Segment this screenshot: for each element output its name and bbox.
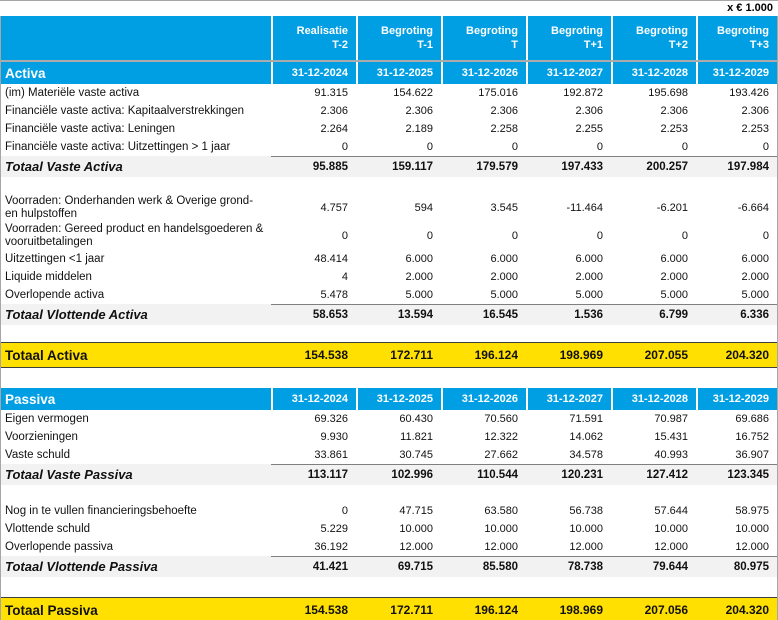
column-type-label: Realisatie — [296, 25, 348, 37]
value-cell[interactable]: 120.231 — [526, 464, 611, 485]
value-cell[interactable]: 159.117 — [356, 156, 441, 177]
value-cell[interactable]: 0 — [426, 141, 433, 153]
value-cell[interactable]: 5.000 — [575, 289, 603, 301]
value-cell[interactable]: 5.000 — [660, 289, 688, 301]
value-cell[interactable]: 95.885 — [271, 156, 356, 177]
value-cell[interactable]: 0 — [596, 141, 603, 153]
row-totaal-vlottende-passiva — [1, 556, 777, 577]
value-cell — [696, 485, 777, 502]
value-cell[interactable]: 154.622 — [393, 87, 433, 99]
value-cell[interactable]: 127.412 — [611, 464, 696, 485]
column-type-label: Begroting — [466, 25, 518, 37]
column-type-label: Begroting — [636, 25, 688, 37]
value-cell[interactable]: 14.062 — [569, 431, 603, 443]
value-cell — [356, 177, 441, 194]
value-cell — [526, 325, 611, 342]
value-cell[interactable]: 154.538 — [304, 348, 348, 362]
row-voorraden-onderhanden-werk-overige-grond-en-hulpstoffen — [1, 194, 777, 222]
spacer-row — [1, 325, 777, 342]
row-eigen-vermogen — [1, 410, 777, 428]
value-cell — [271, 325, 356, 342]
value-cell[interactable]: 78.738 — [526, 556, 611, 577]
value-cell[interactable]: 102.996 — [356, 464, 441, 485]
column-period-label: T-2 — [332, 39, 348, 51]
row-label[interactable]: Financiële vaste activa: Kapitaalverstrekkingen — [5, 104, 245, 117]
value-cell[interactable]: 6.000 — [490, 253, 518, 265]
value-cell[interactable]: 56.738 — [569, 505, 603, 517]
value-cell[interactable]: 91.315 — [314, 87, 348, 99]
value-cell[interactable]: 172.711 — [390, 603, 433, 617]
value-cell — [696, 577, 777, 597]
section-header-passiva — [1, 388, 777, 410]
value-cell[interactable]: 0 — [681, 141, 688, 153]
column-header-cell-t1[interactable] — [526, 16, 611, 60]
value-cell[interactable]: 10.000 — [399, 523, 433, 535]
row-uitzettingen-1-jaar — [1, 250, 777, 268]
value-cell[interactable]: 60.430 — [399, 413, 433, 425]
value-cell[interactable]: 63.580 — [484, 505, 518, 517]
value-cell[interactable]: 198.969 — [559, 603, 603, 617]
row-voorraden-gereed-product-en-handelsgoederen-vooruitbetalingen — [1, 222, 777, 250]
column-header-cell-t-1[interactable] — [356, 16, 441, 60]
row-vlottende-schuld — [1, 520, 777, 538]
value-cell[interactable]: 58.975 — [735, 505, 769, 517]
value-cell[interactable]: 2.264 — [320, 123, 348, 135]
value-cell[interactable]: 196.124 — [474, 348, 518, 362]
column-period-label: T — [511, 39, 518, 51]
row-label — [1, 368, 271, 388]
unit-label: x € 1.000 — [727, 2, 773, 14]
value-cell[interactable]: -6.664 — [737, 202, 769, 214]
row-label[interactable]: Financiële vaste activa: Uitzettingen > 1 jaar — [5, 140, 231, 153]
value-cell[interactable]: 10.000 — [569, 523, 603, 535]
date-header-cell[interactable]: 31-12-2024 — [271, 388, 356, 410]
section-title[interactable]: Passiva — [5, 391, 56, 407]
row-label[interactable]: Totaal Vlottende Activa — [5, 307, 148, 322]
value-cell[interactable]: 196.124 — [474, 603, 518, 617]
row-label[interactable]: Totaal Activa — [5, 347, 88, 363]
row-label[interactable]: Overlopende activa — [5, 288, 105, 301]
value-cell[interactable]: 2.000 — [490, 271, 518, 283]
value-cell[interactable]: 10.000 — [735, 523, 769, 535]
row-label[interactable]: Voorraden: Gereed product en handelsgoederen & vooruitbetalingen — [5, 223, 264, 248]
value-cell[interactable]: 5.229 — [320, 523, 348, 535]
value-cell — [441, 368, 526, 388]
value-cell[interactable]: 2.306 — [741, 105, 769, 117]
value-cell[interactable]: 193.426 — [729, 87, 769, 99]
value-cell[interactable]: 0 — [341, 505, 348, 517]
value-cell[interactable]: 123.345 — [696, 464, 777, 485]
value-cell[interactable]: 2.306 — [490, 105, 518, 117]
row-totaal-vlottende-activa — [1, 304, 777, 325]
value-cell — [611, 577, 696, 597]
value-cell[interactable]: 2.253 — [660, 123, 688, 135]
value-cell — [526, 177, 611, 194]
row-label[interactable]: Totaal Passiva — [5, 602, 98, 618]
column-header-cell-t2[interactable] — [611, 16, 696, 60]
value-cell[interactable]: 2.258 — [490, 123, 518, 135]
value-cell[interactable]: 2.189 — [405, 123, 433, 135]
date-header-cell[interactable]: 31-12-2028 — [611, 388, 696, 410]
value-cell[interactable]: 12.000 — [654, 541, 688, 553]
value-cell[interactable]: 16.545 — [441, 304, 526, 325]
date-header-cell[interactable]: 31-12-2027 — [526, 62, 611, 84]
value-cell[interactable]: 2.253 — [741, 123, 769, 135]
row-label — [1, 325, 271, 342]
value-cell[interactable]: 0 — [596, 230, 603, 242]
value-cell[interactable]: 79.644 — [611, 556, 696, 577]
column-header-cell-t3[interactable] — [696, 16, 777, 60]
value-cell[interactable]: 30.745 — [399, 449, 433, 461]
value-cell — [696, 368, 777, 388]
value-cell[interactable]: 70.560 — [484, 413, 518, 425]
value-cell[interactable]: 113.117 — [271, 464, 356, 485]
value-cell — [441, 177, 526, 194]
value-cell[interactable]: 11.821 — [400, 431, 433, 443]
value-cell[interactable]: -6.201 — [656, 202, 688, 214]
value-cell[interactable]: 57.644 — [654, 505, 688, 517]
row-im-materi-le-vaste-activa — [1, 84, 777, 102]
value-cell — [356, 485, 441, 502]
value-cell[interactable]: 2.306 — [320, 105, 348, 117]
value-cell[interactable]: 16.752 — [735, 431, 769, 443]
value-cell — [441, 577, 526, 597]
column-header-spacer-cell[interactable] — [1, 16, 271, 60]
row-overlopende-passiva — [1, 538, 777, 556]
value-cell[interactable]: 172.711 — [390, 348, 433, 362]
value-cell — [696, 177, 777, 194]
spacer-row — [1, 577, 777, 597]
value-cell[interactable]: 36.192 — [314, 541, 348, 553]
value-cell[interactable]: 207.055 — [644, 348, 688, 362]
value-cell[interactable]: 9.930 — [320, 431, 348, 443]
value-cell[interactable]: 2.255 — [575, 123, 603, 135]
date-header-cell[interactable]: 31-12-2029 — [696, 62, 777, 84]
value-cell[interactable]: 69.715 — [356, 556, 441, 577]
value-cell[interactable]: 0 — [762, 141, 769, 153]
value-cell[interactable]: 27.662 — [484, 449, 518, 461]
date-header-cell[interactable]: 31-12-2026 — [441, 62, 526, 84]
value-cell — [356, 325, 441, 342]
date-header-cell[interactable]: 31-12-2025 — [356, 62, 441, 84]
value-cell[interactable]: 33.861 — [314, 449, 348, 461]
date-header-cell[interactable]: 31-12-2024 — [271, 62, 356, 84]
column-header-cell-t[interactable] — [441, 16, 526, 60]
value-cell[interactable]: 70.987 — [654, 413, 688, 425]
value-cell[interactable]: 40.993 — [654, 449, 688, 461]
value-cell[interactable]: 0 — [681, 230, 688, 242]
value-cell[interactable]: 4 — [341, 271, 348, 283]
row-label — [1, 485, 271, 502]
value-cell — [611, 368, 696, 388]
value-cell[interactable]: 594 — [414, 202, 433, 214]
date-header-cell[interactable]: 31-12-2027 — [526, 388, 611, 410]
value-cell[interactable]: 10.000 — [484, 523, 518, 535]
section-title[interactable]: Activa — [5, 65, 46, 81]
row-label[interactable]: Vaste schuld — [5, 448, 70, 461]
value-cell[interactable]: 198.969 — [559, 348, 603, 362]
value-cell[interactable]: 13.594 — [356, 304, 441, 325]
value-cell[interactable]: 6.336 — [696, 304, 777, 325]
value-cell[interactable]: 192.872 — [563, 87, 603, 99]
value-cell[interactable]: 179.579 — [441, 156, 526, 177]
value-cell[interactable]: 1.536 — [526, 304, 611, 325]
row-label[interactable]: Totaal Vaste Activa — [5, 159, 123, 174]
value-cell[interactable]: 204.320 — [725, 348, 769, 362]
value-cell[interactable]: 41.421 — [271, 556, 356, 577]
row-label[interactable]: Financiële vaste activa: Leningen — [5, 122, 176, 135]
value-cell — [611, 177, 696, 194]
value-cell[interactable]: 0 — [341, 141, 348, 153]
value-cell[interactable]: 12.000 — [399, 541, 433, 553]
value-cell[interactable]: 110.544 — [441, 464, 526, 485]
value-cell[interactable]: 0 — [426, 230, 433, 242]
row-label[interactable]: Nog in te vullen financieringsbehoefte — [5, 504, 197, 517]
value-cell[interactable]: 5.000 — [490, 289, 518, 301]
value-cell[interactable]: 69.326 — [314, 413, 348, 425]
value-cell — [356, 577, 441, 597]
row-liquide-middelen — [1, 268, 777, 286]
value-cell[interactable]: 0 — [341, 230, 348, 242]
value-cell[interactable]: 175.016 — [478, 87, 518, 99]
column-period-label: T+3 — [749, 39, 769, 51]
value-cell[interactable]: 69.686 — [735, 413, 769, 425]
value-cell — [271, 577, 356, 597]
row-label[interactable]: Voorzieningen — [5, 430, 78, 443]
value-cell — [526, 368, 611, 388]
value-cell[interactable]: 154.538 — [304, 603, 348, 617]
value-cell[interactable]: 0 — [511, 230, 518, 242]
row-label[interactable]: (im) Materiële vaste activa — [5, 86, 140, 99]
row-label — [1, 177, 271, 194]
value-cell[interactable]: 4.757 — [320, 202, 348, 214]
value-cell[interactable]: 0 — [511, 141, 518, 153]
date-header-cell[interactable]: 31-12-2025 — [356, 388, 441, 410]
value-cell[interactable]: 6.000 — [660, 253, 688, 265]
row-vaste-schuld — [1, 446, 777, 464]
value-cell[interactable]: 197.433 — [526, 156, 611, 177]
row-totaal-vaste-activa — [1, 156, 777, 177]
value-cell[interactable]: 5.000 — [405, 289, 433, 301]
date-header-cell[interactable]: 31-12-2026 — [441, 388, 526, 410]
value-cell — [271, 368, 356, 388]
value-cell[interactable]: 6.000 — [741, 253, 769, 265]
value-cell — [526, 577, 611, 597]
row-financi-le-vaste-activa-leningen — [1, 120, 777, 138]
value-cell[interactable]: 197.984 — [696, 156, 777, 177]
row-totaal-vaste-passiva — [1, 464, 777, 485]
value-cell[interactable]: 207.056 — [644, 603, 688, 617]
value-cell[interactable]: 2.000 — [741, 271, 769, 283]
spacer-row — [1, 368, 777, 388]
value-cell — [526, 485, 611, 502]
value-cell — [271, 485, 356, 502]
value-cell — [271, 177, 356, 194]
value-cell[interactable]: 71.591 — [569, 413, 603, 425]
row-label[interactable]: Totaal Vlottende Passiva — [5, 559, 158, 574]
value-cell[interactable]: 12.000 — [484, 541, 518, 553]
value-cell[interactable]: 12.000 — [735, 541, 769, 553]
value-cell[interactable]: 47.715 — [399, 505, 433, 517]
value-cell — [611, 325, 696, 342]
spacer-row — [1, 177, 777, 194]
value-cell[interactable]: 6.000 — [575, 253, 603, 265]
section-header-activa — [1, 62, 777, 84]
column-type-label: Begroting — [381, 25, 433, 37]
value-cell[interactable]: 5.000 — [741, 289, 769, 301]
value-cell[interactable]: 12.322 — [484, 431, 518, 443]
value-cell[interactable]: 12.000 — [569, 541, 603, 553]
value-cell[interactable]: 2.306 — [575, 105, 603, 117]
spacer-row — [1, 485, 777, 502]
row-label[interactable]: Voorraden: Onderhanden werk & Overige grond- en hulpstoffen — [5, 195, 254, 220]
value-cell[interactable]: 3.545 — [490, 202, 518, 214]
column-period-label: T+1 — [583, 39, 603, 51]
date-header-cell[interactable]: 31-12-2029 — [696, 388, 777, 410]
value-cell[interactable]: 80.975 — [696, 556, 777, 577]
column-header-cell-t-2[interactable] — [271, 16, 356, 60]
value-cell[interactable]: 85.580 — [441, 556, 526, 577]
value-cell — [441, 485, 526, 502]
passiva-rows — [1, 410, 777, 620]
value-cell — [611, 485, 696, 502]
column-period-label: T+2 — [668, 39, 688, 51]
value-cell[interactable]: 34.578 — [569, 449, 603, 461]
date-header-cell[interactable]: 31-12-2028 — [611, 62, 696, 84]
activa-rows — [1, 84, 777, 388]
row-label[interactable]: Totaal Vaste Passiva — [5, 467, 133, 482]
value-cell[interactable]: 2.000 — [660, 271, 688, 283]
column-header-row — [1, 16, 777, 62]
row-label[interactable]: Uitzettingen <1 jaar — [5, 252, 105, 265]
value-cell — [696, 325, 777, 342]
row-totaal-activa — [1, 342, 777, 368]
row-financi-le-vaste-activa-uitzettingen-1-jaar — [1, 138, 777, 156]
value-cell[interactable]: 15.431 — [654, 431, 688, 443]
row-totaal-passiva — [1, 597, 777, 620]
value-cell[interactable]: 5.478 — [320, 289, 348, 301]
column-type-label: Begroting — [551, 25, 603, 37]
row-nog-in-te-vullen-financieringsbehoefte — [1, 502, 777, 520]
value-cell[interactable]: -11.464 — [566, 202, 603, 214]
value-cell[interactable]: 2.306 — [405, 105, 433, 117]
value-cell — [356, 368, 441, 388]
balance-sheet-table — [0, 16, 778, 620]
value-cell[interactable]: 2.000 — [575, 271, 603, 283]
row-label — [1, 577, 271, 597]
value-cell[interactable]: 0 — [762, 230, 769, 242]
row-label[interactable]: Liquide middelen — [5, 270, 92, 283]
value-cell[interactable]: 6.799 — [611, 304, 696, 325]
value-cell[interactable]: 10.000 — [654, 523, 688, 535]
row-label[interactable]: Vlottende schuld — [5, 522, 91, 535]
value-cell[interactable]: 2.306 — [660, 105, 688, 117]
value-cell[interactable]: 58.653 — [271, 304, 356, 325]
value-cell — [441, 325, 526, 342]
value-cell[interactable]: 6.000 — [405, 253, 433, 265]
value-cell[interactable]: 195.698 — [648, 87, 688, 99]
row-overlopende-activa — [1, 286, 777, 304]
value-cell[interactable]: 2.000 — [405, 271, 433, 283]
row-label[interactable]: Eigen vermogen — [5, 412, 89, 425]
value-cell[interactable]: 204.320 — [725, 603, 769, 617]
column-period-label: T-1 — [417, 39, 433, 51]
row-financi-le-vaste-activa-kapitaalverstrekkingen — [1, 102, 777, 120]
value-cell[interactable]: 200.257 — [611, 156, 696, 177]
value-cell[interactable]: 48.414 — [314, 253, 348, 265]
row-voorzieningen — [1, 428, 777, 446]
value-cell[interactable]: 36.907 — [735, 449, 769, 461]
row-label[interactable]: Overlopende passiva — [5, 540, 114, 553]
column-type-label: Begroting — [717, 25, 769, 37]
